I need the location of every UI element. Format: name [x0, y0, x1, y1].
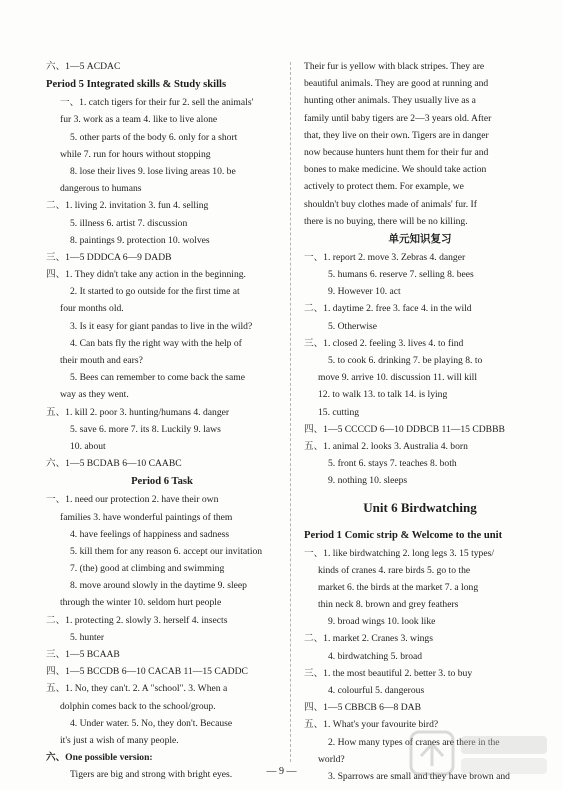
answer-line: family until baby tigers are 2—3 years old. After	[304, 112, 492, 124]
answer-line: 一、1. like birdwatching 2. long legs 3. 15 types/	[304, 547, 494, 559]
answer-line: families 3. have wonderful paintings of them	[60, 511, 233, 523]
answer-line: 5. humans 6. reserve 7. selling 8. bees	[328, 269, 474, 281]
answer-column-right	[304, 58, 536, 785]
answer-line: it's just a wish of many people.	[60, 734, 179, 746]
answer-line: 5. Otherwise	[328, 320, 378, 332]
answer-line: 五、1. What's your favourite bird?	[304, 719, 439, 731]
answer-line: Their fur is yellow with black stripes. They are	[304, 61, 485, 72]
page-number: — 9 —	[266, 766, 297, 777]
answer-line: 4. have feelings of happiness and sadness	[70, 528, 230, 540]
answer-line: beautiful animals. They are good at running and	[304, 78, 489, 90]
answer-line: dolphin comes back to the school/group.	[60, 700, 216, 712]
answer-line: 8. paintings 9. protection 10. wolves	[70, 234, 210, 246]
answer-line: 一、1. catch tigers for their fur 2. sell the animals'	[60, 97, 254, 109]
answer-line: 3. Sparrows are small and they have brown and	[328, 770, 510, 782]
answer-line: four months old.	[60, 303, 124, 315]
answer-line: 5. illness 6. artist 7. discussion	[70, 217, 188, 229]
answer-line: while 7. run for hours without stopping	[60, 148, 211, 160]
answer-line: 4. birdwatching 5. broad	[328, 650, 423, 662]
answer-line: kinds of cranes 4. rare birds 5. go to the	[318, 564, 471, 576]
answer-line: 五、1. animal 2. looks 3. Australia 4. born	[304, 440, 468, 452]
answer-line: 5. Bees can remember to come back the same	[70, 372, 246, 384]
answer-line: hunting other animals. They usually live as a	[304, 95, 476, 107]
section-heading: Period 6 Task	[131, 476, 193, 488]
answer-line: 4. Under water. 5. No, they don't. Because	[70, 717, 233, 729]
answer-line: 四、1. They didn't take any action in the beginning.	[46, 269, 246, 281]
section-heading: Unit 6 Birdwatching	[363, 499, 477, 515]
answer-line: 3. Is it easy for giant pandas to live in the wild?	[70, 320, 253, 332]
column-divider	[290, 62, 291, 762]
answer-line: 12. to walk 13. to talk 14. is lying	[318, 389, 448, 401]
answer-line: 10. about	[70, 440, 106, 452]
answer-line: Tigers are big and strong with bright eyes.	[70, 769, 233, 781]
answer-line: 5. other parts of the body 6. only for a short	[70, 131, 238, 143]
answer-line: bones to make medicine. We should take action	[304, 164, 487, 176]
answer-line: 三、1. closed 2. feeling 3. lives 4. to find	[304, 337, 464, 349]
answer-line: actively to protect them. For example, we	[304, 181, 464, 193]
answer-line: 一、1. report 2. move 3. Zebras 4. danger	[304, 251, 466, 263]
answer-line: 五、1. No, they can't. 2. A "school". 3. When a	[46, 683, 228, 695]
answer-line: 4. Can bats fly the right way with the help of	[70, 337, 242, 349]
section-heading: 单元知识复习	[388, 232, 452, 245]
answer-line: 7. (the) good at climbing and swimming	[70, 563, 225, 575]
answer-line: 五、1. kill 2. poor 3. hunting/humans 4. danger	[46, 406, 230, 418]
answer-line: 二、1. daytime 2. free 3. face 4. in the wild	[304, 303, 472, 315]
answer-line: world?	[318, 753, 345, 765]
answer-line: 六、One possible version:	[46, 752, 153, 764]
answer-line: 5. kill them for any reason 6. accept our invitation	[70, 545, 263, 557]
answer-line: 一、1. need our protection 2. have their own	[46, 494, 219, 506]
answer-line: 2. It started to go outside for the first time at	[70, 286, 240, 298]
answer-line: 8. move around slowly in the daytime 9. sleep	[70, 580, 247, 592]
answer-line: their mouth and ears?	[60, 355, 143, 366]
answer-line: 二、1. living 2. invitation 3. fun 4. selling	[46, 200, 209, 212]
answer-line: 2. How many types of cranes are there in the	[328, 736, 500, 748]
answer-line: 5. front 6. stays 7. teaches 8. both	[328, 458, 457, 470]
answer-line: 15. cutting	[318, 406, 360, 418]
answer-line: 六、1—5 BCDAB 6—10 CAABC	[46, 458, 182, 470]
answer-line: market 6. the birds at the market 7. a long	[318, 581, 479, 593]
answer-line: 三、1—5 DDDCA 6—9 DADB	[46, 251, 172, 263]
answer-line: 六、1—5 ACDAC	[46, 61, 121, 72]
answer-line: there is no buying, there will be no killing.	[304, 215, 468, 227]
answer-line: now because hunters hunt them for their fur and	[304, 146, 489, 158]
answer-line: 5. save 6. more 7. its 8. Luckily 9. laws	[70, 423, 221, 435]
answer-line: way as they went.	[60, 389, 129, 401]
answer-line: 四、1—5 BCCDB 6—10 CACAB 11—15 CADDC	[46, 666, 248, 678]
answer-line: fur 3. work as a team 4. like to live alone	[60, 114, 218, 126]
answer-line: 9. However 10. act	[328, 286, 401, 298]
section-heading: Period 5 Integrated skills & Study skills	[46, 79, 227, 91]
answer-line: 三、1—5 BCAAB	[46, 649, 120, 660]
answer-line: thin neck 8. brown and grey feathers	[318, 599, 459, 611]
answer-line: 二、1. protecting 2. slowly 3. herself 4. insects	[46, 614, 228, 626]
section-heading: Period 1 Comic strip & Welcome to the unit	[304, 529, 503, 541]
answer-line: 四、1—5 CCCCD 6—10 DDBCB 11—15 CDBBB	[304, 423, 505, 435]
answer-line: dangerous to humans	[60, 183, 142, 195]
answer-line: move 9. arrive 10. discussion 11. will kill	[318, 372, 477, 384]
answer-line: 三、1. the most beautiful 2. better 3. to buy	[304, 667, 473, 679]
answer-line: through the winter 10. seldom hurt people	[60, 597, 222, 609]
answer-column-left	[46, 58, 278, 784]
answer-line: 四、1—5 CBBCB 6—8 DAB	[304, 702, 422, 714]
answer-line: 5. to cook 6. drinking 7. be playing 8. to	[328, 355, 483, 366]
answer-line: 5. hunter	[70, 631, 105, 643]
answer-line: shouldn't buy clothes made of animals' fur. If	[304, 198, 477, 210]
answer-line: 9. nothing 10. sleeps	[328, 475, 408, 487]
answer-line: 4. colourful 5. dangerous	[328, 685, 425, 696]
watermark-logo-icon	[405, 726, 555, 782]
answer-line: 二、1. market 2. Cranes 3. wings	[304, 633, 433, 645]
answer-line: 8. lose their lives 9. lose living areas 10. be	[70, 165, 236, 177]
answer-line: 9. broad wings 10. look like	[328, 616, 436, 628]
answer-line: that, they live on their own. Tigers are in danger	[304, 129, 489, 141]
